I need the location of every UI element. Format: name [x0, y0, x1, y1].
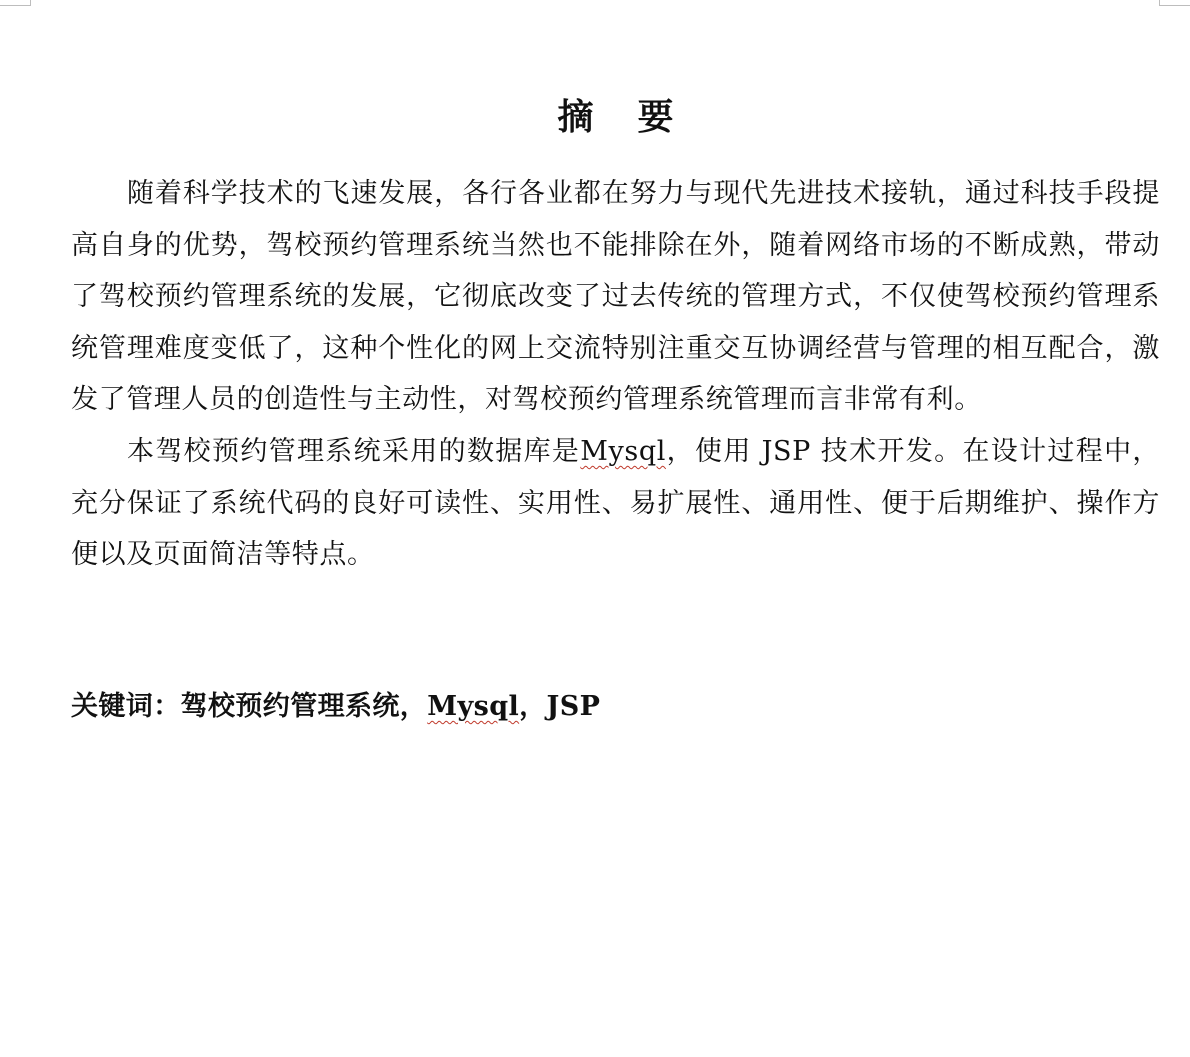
abstract-body[interactable] — [71, 168, 1160, 581]
paragraph-1-text: 随着科学技术的飞速发展，各行各业都在努力与现代先进技术接轨，通过科技手段提高自身的优势，驾校预约管理系统当然也不能排除在外，随着网络市场的不断成熟，带动了驾校预约管理系统的发展，它彻底改变了过去传统的管理方式，不仅使驾校预约管理系统管理难度变低了，这种个性化的网上交流特别注重交互协调经营与管理的相互配合，激发了管理人员的创造性与主动性，对驾校预约管理系统管理而言非常有利。 — [71, 178, 1160, 416]
keywords-label: 关键词： — [71, 691, 181, 722]
paragraph-2-text-before: 本驾校预约管理系统采用的数据库是 — [127, 435, 581, 467]
abstract-title-first-char: 摘 — [557, 97, 594, 139]
page-corner-mark-right — [1159, 0, 1190, 6]
abstract-title — [71, 92, 1160, 144]
abstract-paragraph-2[interactable] — [71, 426, 1160, 581]
spellcheck-flagged-word[interactable]: Mysql — [580, 435, 666, 467]
page-corner-mark-left — [0, 0, 31, 6]
abstract-title-second-char: 要 — [637, 97, 674, 139]
keywords-text-after: ，JSP — [519, 691, 601, 722]
abstract-paragraph-1[interactable] — [71, 168, 1160, 426]
keywords-line[interactable] — [71, 682, 1160, 732]
keywords-text-before: 驾校预约管理系统， — [180, 691, 428, 722]
keywords-flagged-word[interactable]: Mysql — [427, 691, 520, 722]
paragraph-2-text-after: ，使用 JSP 技术开发。在设计过程中，充分保证了系统代码的良好可读性、实用性、易扩展性、通用性、便于后期维护、操作方便以及页面简洁等特点。 — [71, 435, 1160, 571]
